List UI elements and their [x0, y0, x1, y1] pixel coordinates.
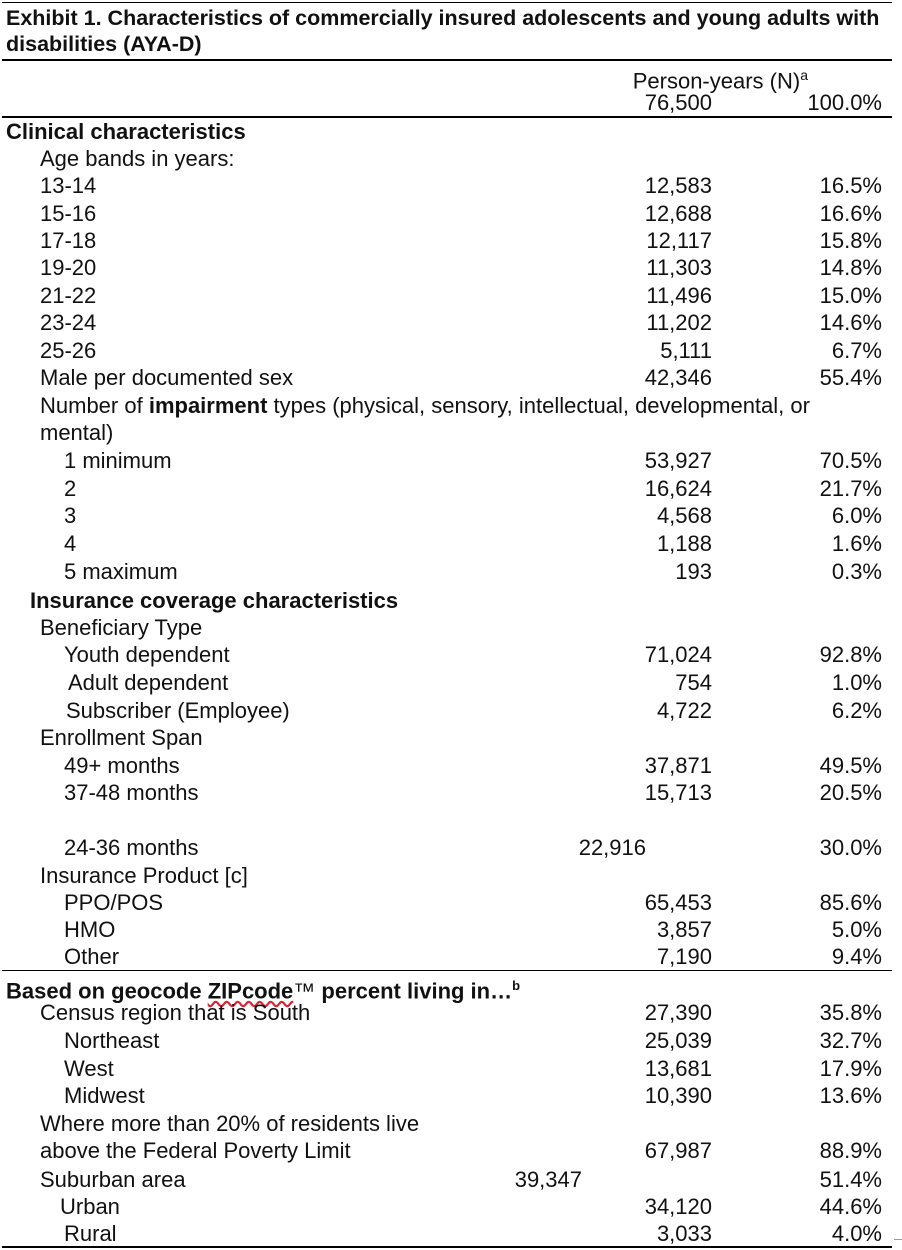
total-n: 76,500: [644, 90, 712, 115]
row-n: 5,111: [660, 338, 712, 363]
row-label: 5 maximum: [64, 559, 178, 584]
row-pct: 6.7%: [831, 338, 882, 363]
row-pct: 85.6%: [819, 890, 882, 915]
row-n: 12,117: [646, 228, 712, 253]
row-pct: 20.5%: [819, 780, 882, 805]
row-label: Northeast: [64, 1028, 160, 1053]
section-heading-clinical: Clinical characteristics: [6, 119, 246, 144]
male-n: 42,346: [644, 365, 712, 390]
rural-n: 3,033: [656, 1221, 712, 1246]
row-pct: 16.6%: [819, 201, 882, 226]
row-label: 49+ months: [64, 753, 180, 778]
poverty-pct: 88.9%: [819, 1138, 882, 1163]
row-pct: 14.8%: [819, 255, 882, 280]
poverty-n: 67,987: [644, 1138, 712, 1163]
page-corner-mark: [894, 1239, 902, 1240]
row-pct: 1.0%: [831, 670, 882, 695]
top-rule: [2, 2, 892, 3]
row-n: 193: [675, 559, 712, 584]
column-header-label: Person-years (N): [632, 68, 801, 94]
urban-label: Urban: [60, 1194, 120, 1219]
row-pct: 14.6%: [819, 310, 882, 335]
total-pct: 100.0%: [807, 90, 882, 115]
row-n: 15,713: [644, 780, 712, 805]
suburban-n: 39,347: [514, 1167, 582, 1192]
row-n: 12,688: [644, 201, 712, 226]
rural-label: Rural: [64, 1221, 117, 1246]
row-label: 4: [64, 531, 77, 556]
row-n: 25,039: [644, 1028, 712, 1053]
exhibit-title: Exhibit 1. Characteristics of commercially insured adolescents and young adults with disabilities (AYA-D): [6, 6, 880, 56]
male-pct: 55.4%: [819, 365, 882, 390]
row-pct: 16.5%: [819, 173, 882, 198]
row-label: 21-22: [40, 283, 97, 308]
geocode-heading-tm: ™: [293, 978, 316, 1004]
age-bands-label: Age bands in years:: [40, 146, 235, 171]
row-label: 17-18: [40, 228, 97, 253]
urban-pct: 44.6%: [819, 1194, 882, 1219]
row-n: 1,188: [656, 531, 712, 556]
suburban-pct: 51.4%: [819, 1167, 882, 1192]
row-n: 10,390: [644, 1083, 712, 1108]
row-n: 4,722: [656, 698, 712, 723]
male-label: Male per documented sex: [40, 365, 294, 390]
row-label: Adult dependent: [68, 670, 229, 695]
row-n: 13,681: [644, 1056, 712, 1081]
geocode-footnote: b: [512, 978, 521, 993]
row-label: 37-48 months: [64, 780, 199, 805]
row-n: 4,568: [656, 503, 712, 528]
row-n: 53,927: [644, 448, 712, 473]
row-pct: 17.9%: [819, 1056, 882, 1081]
row-label: 1 minimum: [64, 448, 172, 473]
row-n: 71,024: [644, 642, 712, 667]
row-label: Subscriber (Employee): [66, 698, 290, 723]
row-pct: 92.8%: [819, 642, 882, 667]
section-rule: [2, 970, 892, 971]
row-n: 754: [675, 670, 712, 695]
row-n: 11,496: [646, 283, 712, 308]
row-label: West: [64, 1056, 114, 1081]
row-pct: 30.0%: [819, 835, 882, 860]
geocode-heading-zip: ZIPcode: [207, 978, 294, 1004]
row-label: 13-14: [40, 173, 97, 198]
row-label: Census region that is South: [40, 1000, 311, 1025]
row-pct: 6.2%: [831, 698, 882, 723]
insurance-product-label: Insurance Product [c]: [40, 863, 248, 888]
row-pct: 15.8%: [819, 228, 882, 253]
geocode-heading-post: percent living in…: [315, 978, 513, 1004]
beneficiary-type-label: Beneficiary Type: [40, 615, 203, 640]
row-n: 27,390: [644, 1000, 712, 1025]
row-pct: 70.5%: [819, 448, 882, 473]
row-label: 15-16: [40, 201, 97, 226]
row-pct: 5.0%: [831, 917, 882, 942]
suburban-label: Suburban area: [40, 1167, 186, 1192]
impairment-label-suffix: types (physical, sensory, intellectual, developmental, or: [267, 393, 810, 418]
row-pct: 9.4%: [831, 944, 882, 969]
geocode-heading-pre: Based on geocode: [6, 978, 208, 1004]
row-label: 24-36 months: [64, 835, 199, 860]
row-pct: 1.6%: [831, 531, 882, 556]
row-label: Youth dependent: [64, 642, 230, 667]
row-pct: 15.0%: [819, 283, 882, 308]
poverty-label-line1: Where more than 20% of residents live: [40, 1111, 420, 1136]
row-pct: 13.6%: [819, 1083, 882, 1108]
row-label: 2: [64, 476, 77, 501]
urban-n: 34,120: [644, 1194, 712, 1219]
row-n: 3,857: [656, 917, 712, 942]
row-n: 11,202: [646, 310, 712, 335]
row-pct: 6.0%: [831, 503, 882, 528]
row-label: Other: [64, 944, 120, 969]
row-n: 11,303: [646, 255, 712, 280]
row-label: PPO/POS: [64, 890, 164, 915]
title-rule: [2, 59, 892, 61]
impairment-label-prefix: Number of: [40, 393, 149, 418]
impairment-label: [40, 392, 810, 419]
row-label: 25-26: [40, 338, 97, 363]
row-label: 23-24: [40, 310, 97, 335]
row-n: 22,916: [578, 835, 646, 860]
column-header-footnote: a: [800, 67, 808, 83]
row-pct: 35.8%: [819, 1000, 882, 1025]
row-n: 65,453: [644, 890, 712, 915]
row-label: 19-20: [40, 255, 97, 280]
row-label: HMO: [64, 917, 116, 942]
row-n: 37,871: [644, 753, 712, 778]
row-n: 16,624: [644, 476, 712, 501]
row-label: 3: [64, 503, 77, 528]
row-pct: 32.7%: [819, 1028, 882, 1053]
row-n: 7,190: [656, 944, 712, 969]
row-pct: 21.7%: [819, 476, 882, 501]
section-heading-insurance: Insurance coverage characteristics: [30, 588, 399, 613]
bottom-rule: [2, 1246, 892, 1248]
row-pct: 0.3%: [831, 559, 882, 584]
row-label: Midwest: [64, 1083, 145, 1108]
impairment-label-bold: impairment: [148, 393, 268, 418]
row-n: 12,583: [644, 173, 712, 198]
row-pct: 49.5%: [819, 753, 882, 778]
impairment-label-line2: mental): [40, 420, 114, 445]
rural-pct: 4.0%: [831, 1221, 882, 1246]
enrollment-span-label: Enrollment Span: [40, 725, 203, 750]
poverty-label: above the Federal Poverty Limit: [40, 1138, 351, 1163]
